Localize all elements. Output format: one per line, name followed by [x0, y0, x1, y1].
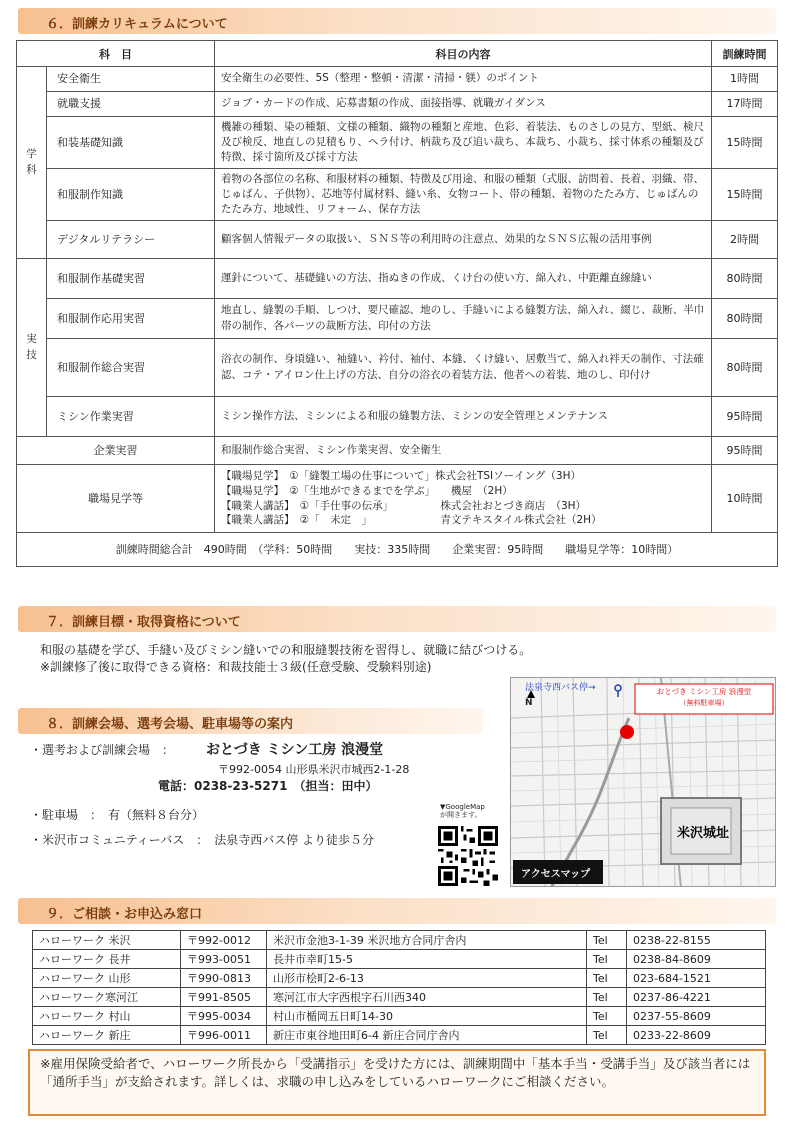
office-zip: 〒992-0012 — [181, 931, 267, 950]
subject-cell: 安全衛生 — [47, 67, 215, 92]
office-phone: 023-684-1521 — [627, 969, 766, 988]
content-cell: 和服制作総合実習、ミシン作業実習、安全衛生 — [215, 437, 712, 465]
content-cell: 地直し、縫製の手順、しつけ、要尺確認、地のし、手縫いによる縫製方法、綿入れ、綴じ、裁断、半巾帯の制作、各パーツの裁断方法、印付の方法 — [215, 299, 712, 339]
office-address: 米沢市金池3-1-39 米沢地方合同庁舎内 — [267, 931, 587, 950]
table-row — [33, 950, 766, 969]
kengaku-line: 【職場見学】 ①「縫製工場の仕事について」株式会社TSIソーイング（3H） — [221, 470, 581, 483]
office-phone: 0238-22-8155 — [627, 931, 766, 950]
subject-cell: ミシン作業実習 — [47, 397, 215, 437]
hours-cell: 80時間 — [712, 339, 778, 397]
kengaku-content — [215, 465, 712, 533]
allowance-notice: ※雇用保険受給者で、ハローワーク所長から「受講指示」を受けた方には、訓練期間中「基本手当・受講手当」及び該当者には「通所手当」が支給されます。詳しくは、求職の申し込みをしているハローワークにご相談ください。 — [28, 1049, 766, 1116]
table-row — [33, 969, 766, 988]
north-label: N — [525, 698, 533, 708]
table-row — [33, 988, 766, 1007]
hours-cell: 95時間 — [712, 397, 778, 437]
office-address: 長井市幸町15-5 — [267, 950, 587, 969]
hours-cell: 80時間 — [712, 259, 778, 299]
content-cell: ジョブ・カードの作成、応募書類の作成、面接指導、就職ガイダンス — [215, 92, 712, 117]
subject-kigyo: 企業実習 — [17, 437, 215, 465]
header-content: 科目の内容 — [215, 41, 712, 67]
content-cell: 機雑の種類、染の種類、文様の種類、織物の種類と産地、色彩、着装法、ものさしの見方、型紙、検尺及び検反、地直しの見積もり、ヘラ付け、柄裁ち及び追い裁ち、本裁ち、小裁ち、採寸体系の種類及び特徴、採寸箇所及び採寸方法 — [215, 117, 712, 169]
tel-label: Tel — [587, 931, 627, 950]
subject-kengaku: 職場見学等 — [17, 465, 215, 533]
subject-cell: 就職支援 — [47, 92, 215, 117]
tel-label: Tel — [587, 950, 627, 969]
venue-label: ・選考および訓練会場 ： — [30, 743, 175, 757]
bus-stop-label: 法泉寺西バス停→ — [525, 683, 596, 693]
bus-info: ・米沢市コミュニティーバス ： 法泉寺西バス停 より徒歩５分 — [30, 833, 375, 847]
hours-cell: 1時間 — [712, 67, 778, 92]
table-row — [33, 1026, 766, 1045]
shop-sublabel: （無料駐車場） — [679, 699, 729, 707]
training-goal: 和服の基礎を学び、手縫い及びミシン縫いでの和服縫製技術を習得し、就職に結びつける。 — [40, 643, 532, 657]
map-streets — [511, 678, 776, 887]
venue-name: おとづき ミシン工房 浪漫堂 — [206, 742, 384, 758]
header-hours: 訓練時間 — [712, 41, 778, 67]
castle-label: 米沢城址 — [677, 826, 730, 841]
hours-cell: 95時間 — [712, 437, 778, 465]
hours-cell: 80時間 — [712, 299, 778, 339]
qr-code-icon[interactable] — [438, 826, 498, 886]
subject-cell: デジタルリテラシー — [47, 221, 215, 259]
section-8-heading: ８．訓練会場、選考会場、駐車場等の案内 — [18, 708, 483, 734]
header-subject: 科 目 — [17, 41, 215, 67]
subject-cell: 和服制作総合実習 — [47, 339, 215, 397]
office-phone: 0237-55-8609 — [627, 1007, 766, 1026]
office-name: ハローワーク寒河江 — [33, 988, 181, 1007]
content-cell: 着物の各部位の名称、和服材料の種類、特徴及び用途、和服の種類（式服、訪問着、長着、羽織、帯、じゅばん、子供物）、芯地等付属材料、縫い糸、女物コート、帯の種類、着物のたたみ方、じゅばんのたたみ方、地域性、リフォーム、保存方法 — [215, 169, 712, 221]
office-name: ハローワーク 村山 — [33, 1007, 181, 1026]
access-map-label: アクセスマップ — [521, 869, 591, 880]
table-row — [33, 1007, 766, 1026]
tel-label: Tel — [587, 988, 627, 1007]
section-9-heading: ９．ご相談・お申込み窓口 — [18, 898, 776, 924]
hours-cell: 15時間 — [712, 169, 778, 221]
category-jitsugi: 実 技 — [17, 259, 47, 437]
subject-cell: 和服制作知識 — [47, 169, 215, 221]
kengaku-line: 【職場見学】 ②「生地ができるまでを学ぶ」 機屋 （2H） — [221, 484, 513, 497]
section-7-heading: ７．訓練目標・取得資格について — [18, 606, 776, 632]
office-address: 村山市楯岡五日町14-30 — [267, 1007, 587, 1026]
table-row — [33, 931, 766, 950]
tel-label: Tel — [587, 1026, 627, 1045]
tel-label: Tel — [587, 1007, 627, 1026]
hours-cell: 2時間 — [712, 221, 778, 259]
office-name: ハローワーク 長井 — [33, 950, 181, 969]
kengaku-line: 【職業人講話】 ②「 未定 」 青文テキスタイル株式会社（2H） — [221, 514, 602, 527]
venue-address: 〒992-0054 山形県米沢市城西2-1-28 — [218, 763, 410, 776]
office-zip: 〒996-0011 — [181, 1026, 267, 1045]
content-cell: 安全衛生の必要性、5S（整理・整頓・清潔・清掃・躾）のポイント — [215, 67, 712, 92]
office-address: 新庄市東谷地田町6-4 新庄合同庁舎内 — [267, 1026, 587, 1045]
office-address: 山形市桧町2-6-13 — [267, 969, 587, 988]
access-map[interactable] — [510, 677, 776, 887]
hours-cell: 17時間 — [712, 92, 778, 117]
hellowork-table — [32, 930, 766, 1045]
qr-caption: ▼GoogleMap が開きます。 — [440, 803, 485, 820]
shop-label: おとづき ミシン工房 浪漫堂 — [656, 687, 752, 696]
curriculum-table — [16, 40, 778, 567]
total-hours: 訓練時間総合計 490時間 （学科：50時間 実技：335時間 企業実習：95時間 職場見学等：10時間） — [17, 533, 778, 567]
content-cell: ミシン操作方法、ミシンによる和服の縫製方法、ミシンの安全管理とメンテナンス — [215, 397, 712, 437]
office-zip: 〒991-8505 — [181, 988, 267, 1007]
section-6-heading: ６．訓練カリキュラムについて — [18, 8, 776, 34]
content-cell: 浴衣の制作、身頃縫い、袖縫い、衿付、袖付、本縫、くけ縫い、居敷当て、綿入れ袢天の制作、寸法確認、コテ・アイロン仕上げの方法、自分の浴衣の着装方法、他者への着装、地のし、印付け — [215, 339, 712, 397]
content-cell: 顧客個人情報データの取扱い、ＳＮＳ等の利用時の注意点、効果的なＳＮＳ広報の活用事例 — [215, 221, 712, 259]
subject-cell: 和服制作基礎実習 — [47, 259, 215, 299]
subject-cell: 和装基礎知識 — [47, 117, 215, 169]
qualification-note: ※訓練修了後に取得できる資格：和裁技能士３級(任意受験、受験料別途) — [40, 660, 432, 674]
hours-cell: 15時間 — [712, 117, 778, 169]
office-name: ハローワーク 新庄 — [33, 1026, 181, 1045]
office-name: ハローワーク 米沢 — [33, 931, 181, 950]
office-address: 寒河江市大字西根字石川西340 — [267, 988, 587, 1007]
office-zip: 〒995-0034 — [181, 1007, 267, 1026]
office-phone: 0238-84-8609 — [627, 950, 766, 969]
office-phone: 0237-86-4221 — [627, 988, 766, 1007]
hours-cell: 10時間 — [712, 465, 778, 533]
subject-cell: 和服制作応用実習 — [47, 299, 215, 339]
office-name: ハローワーク 山形 — [33, 969, 181, 988]
office-zip: 〒993-0051 — [181, 950, 267, 969]
parking-info: ・駐車場 ： 有（無料８台分） — [30, 808, 205, 822]
kengaku-line: 【職業人講話】 ①「手仕事の伝承」 株式会社おとづき商店 （3H） — [221, 499, 587, 512]
office-phone: 0233-22-8609 — [627, 1026, 766, 1045]
content-cell: 運針について、基礎縫いの方法、指ぬきの作成、くけ台の使い方、綿入れ、中距離直線縫い — [215, 259, 712, 299]
venue-phone: 電話：0238-23-5271 （担当：田中） — [158, 779, 378, 793]
category-gakka: 学 科 — [17, 67, 47, 259]
tel-label: Tel — [587, 969, 627, 988]
office-zip: 〒990-0813 — [181, 969, 267, 988]
